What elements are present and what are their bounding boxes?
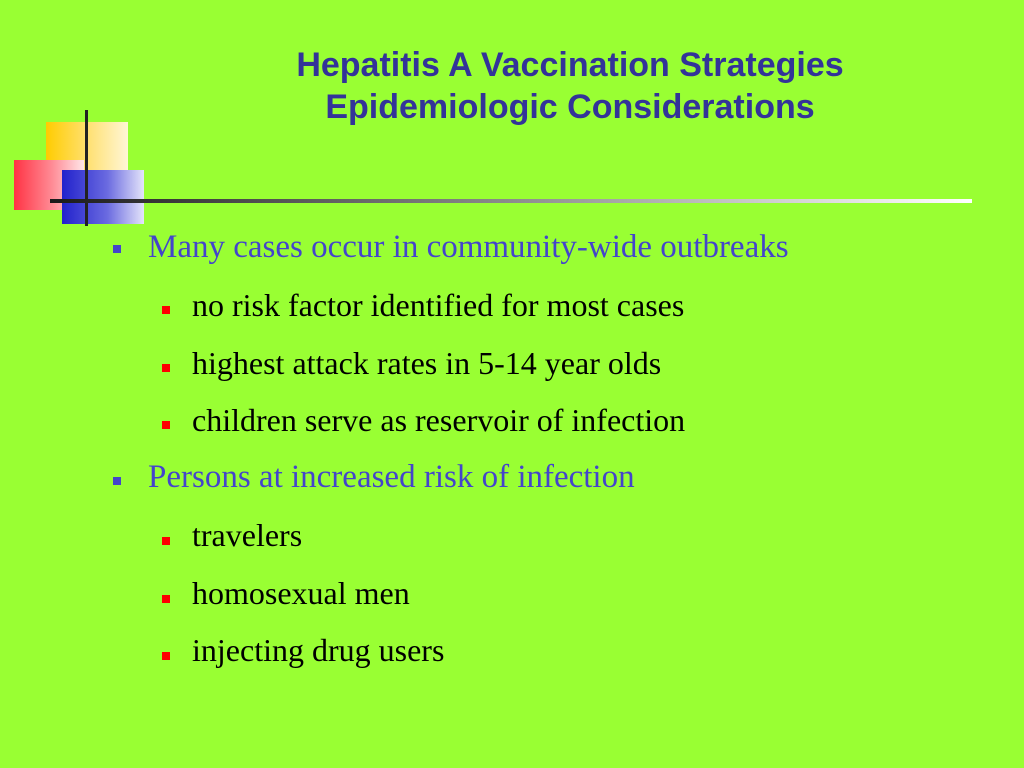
title-line-1: Hepatitis A Vaccination Strategies xyxy=(296,46,844,84)
sub-bullet-item: homosexual men xyxy=(192,575,410,611)
sub-bullet-item: children serve as reservoir of infection xyxy=(192,402,686,438)
square-bullet-icon xyxy=(162,306,170,314)
decorative-blue-square xyxy=(62,170,144,224)
square-bullet-icon xyxy=(162,595,170,603)
slide-title xyxy=(200,44,940,128)
sub-bullet-item: travelers xyxy=(192,517,303,553)
title-divider xyxy=(50,199,972,203)
square-bullet-icon xyxy=(113,477,121,485)
bullet-item: Persons at increased risk of infection xyxy=(148,459,635,495)
square-bullet-icon xyxy=(162,652,170,660)
decorative-vertical-line xyxy=(85,110,88,226)
sub-bullet-item: no risk factor identified for most cases xyxy=(192,287,685,323)
square-bullet-icon xyxy=(162,364,170,372)
sub-bullet-item: injecting drug users xyxy=(192,632,445,668)
square-bullet-icon xyxy=(113,245,121,253)
sub-bullet-item: highest attack rates in 5-14 year olds xyxy=(192,345,662,381)
bullet-item: Many cases occur in community-wide outbreaks xyxy=(148,229,789,265)
title-line-2: Epidemiologic Considerations xyxy=(325,88,815,126)
square-bullet-icon xyxy=(162,421,170,429)
square-bullet-icon xyxy=(162,537,170,545)
